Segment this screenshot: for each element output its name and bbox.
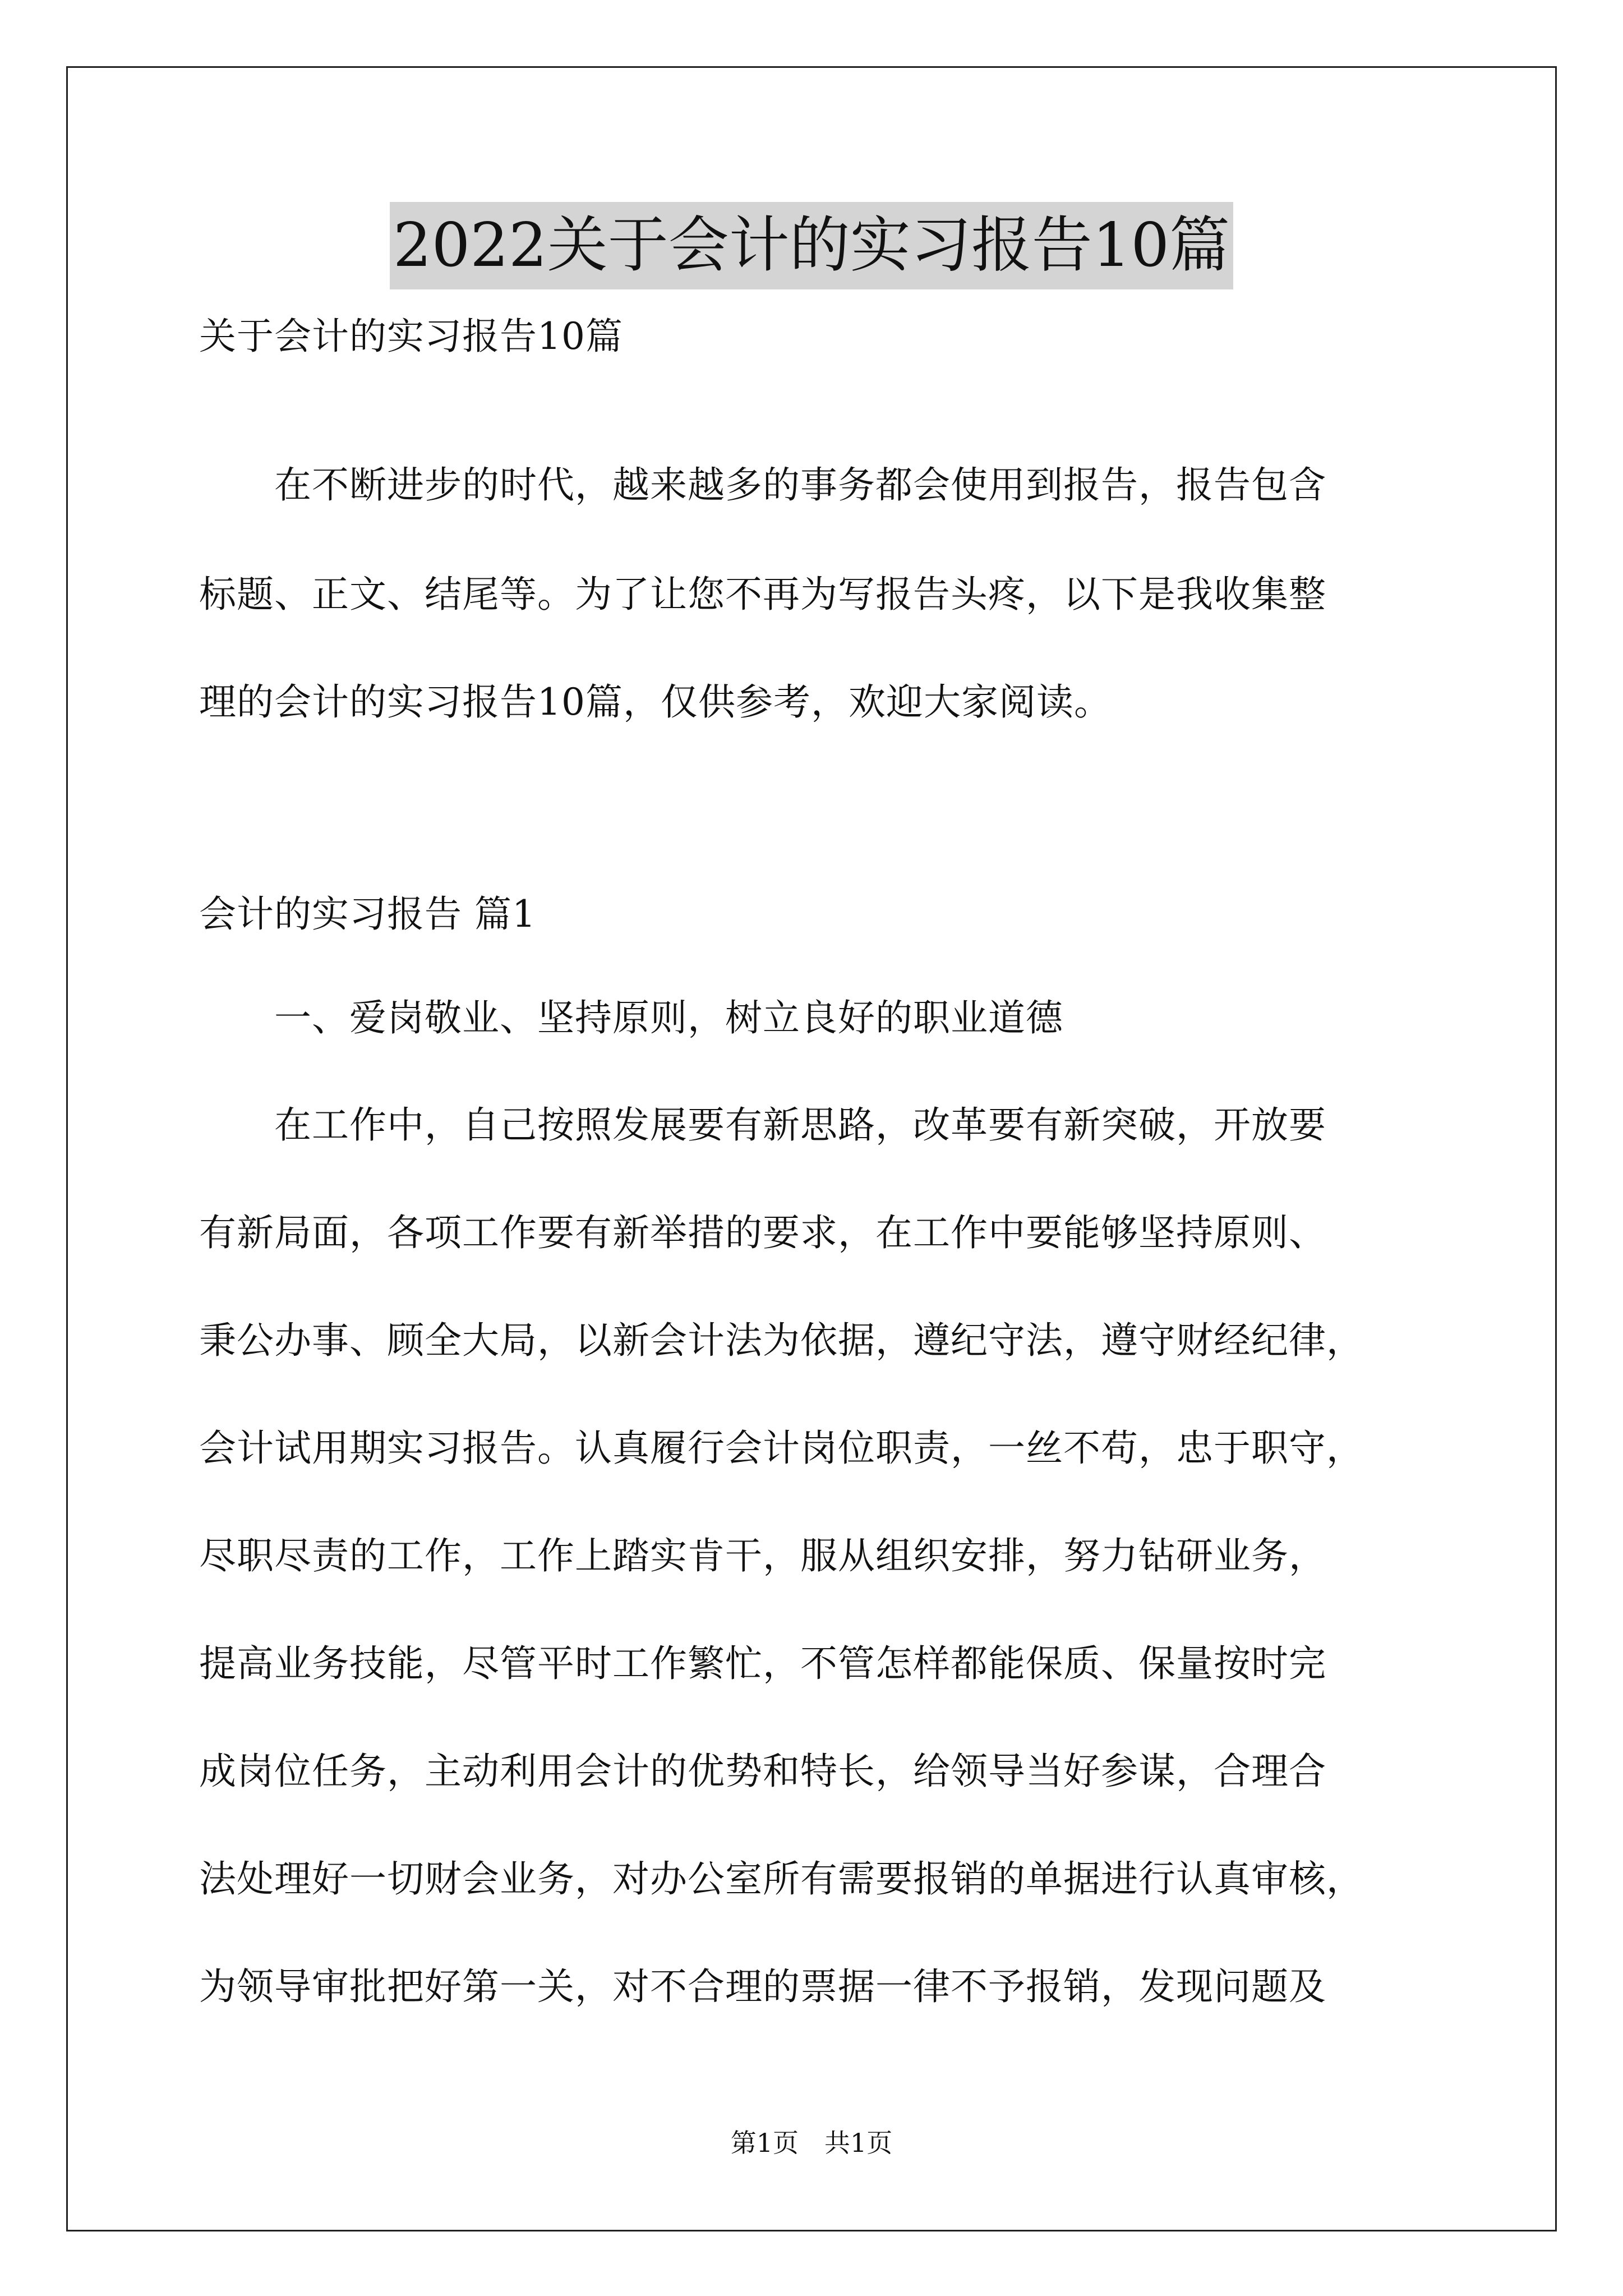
subtitle-line: 关于会计的实习报告10篇 bbox=[199, 315, 623, 358]
paragraph-line: 成岗位任务，主动利用会计的优势和特长，给领导当好参谋，合理合 bbox=[199, 1750, 1326, 1793]
paragraph-line: 提高业务技能，尽管平时工作繁忙，不管怎样都能保质、保量按时完 bbox=[199, 1642, 1326, 1685]
paragraph-line: 在不断进步的时代，越来越多的事务都会使用到报告，报告包含 bbox=[199, 463, 1326, 507]
paragraph-line: 有新局面，各项工作要有新举措的要求，在工作中要能够坚持原则、 bbox=[199, 1211, 1326, 1254]
section-heading: 会计的实习报告 篇1 bbox=[199, 892, 536, 936]
paragraph-line: 尽职尽责的工作，工作上踏实肯干，服从组织安排，努力钻研业务， bbox=[199, 1534, 1326, 1577]
page-footer: 第1页 共1页 bbox=[730, 2128, 893, 2158]
paragraph-line: 在工作中，自己按照发展要有新思路，改革要有新突破，开放要 bbox=[199, 1103, 1326, 1147]
document-title: 2022关于会计的实习报告10篇 bbox=[390, 202, 1233, 289]
title-container bbox=[0, 202, 1623, 289]
paragraph-line: 会计试用期实习报告。认真履行会计岗位职责，一丝不苟，忠于职守， bbox=[199, 1427, 1364, 1470]
paragraph-line: 一、爱岗敬业、坚持原则，树立良好的职业道德 bbox=[199, 996, 1063, 1039]
paragraph-line: 理的会计的实习报告10篇，仅供参考，欢迎大家阅读。 bbox=[199, 680, 1112, 724]
paragraph-line: 秉公办事、顾全大局，以新会计法为依据，遵纪守法，遵守财经纪律， bbox=[199, 1319, 1364, 1362]
paragraph-line: 法处理好一切财会业务，对办公室所有需要报销的单据进行认真审核， bbox=[199, 1857, 1364, 1901]
paragraph-line: 标题、正文、结尾等。为了让您不再为写报告头疼，以下是我收集整 bbox=[199, 573, 1326, 616]
paragraph-line: 为领导审批把好第一关，对不合理的票据一律不予报销，发现问题及 bbox=[199, 1965, 1326, 2008]
